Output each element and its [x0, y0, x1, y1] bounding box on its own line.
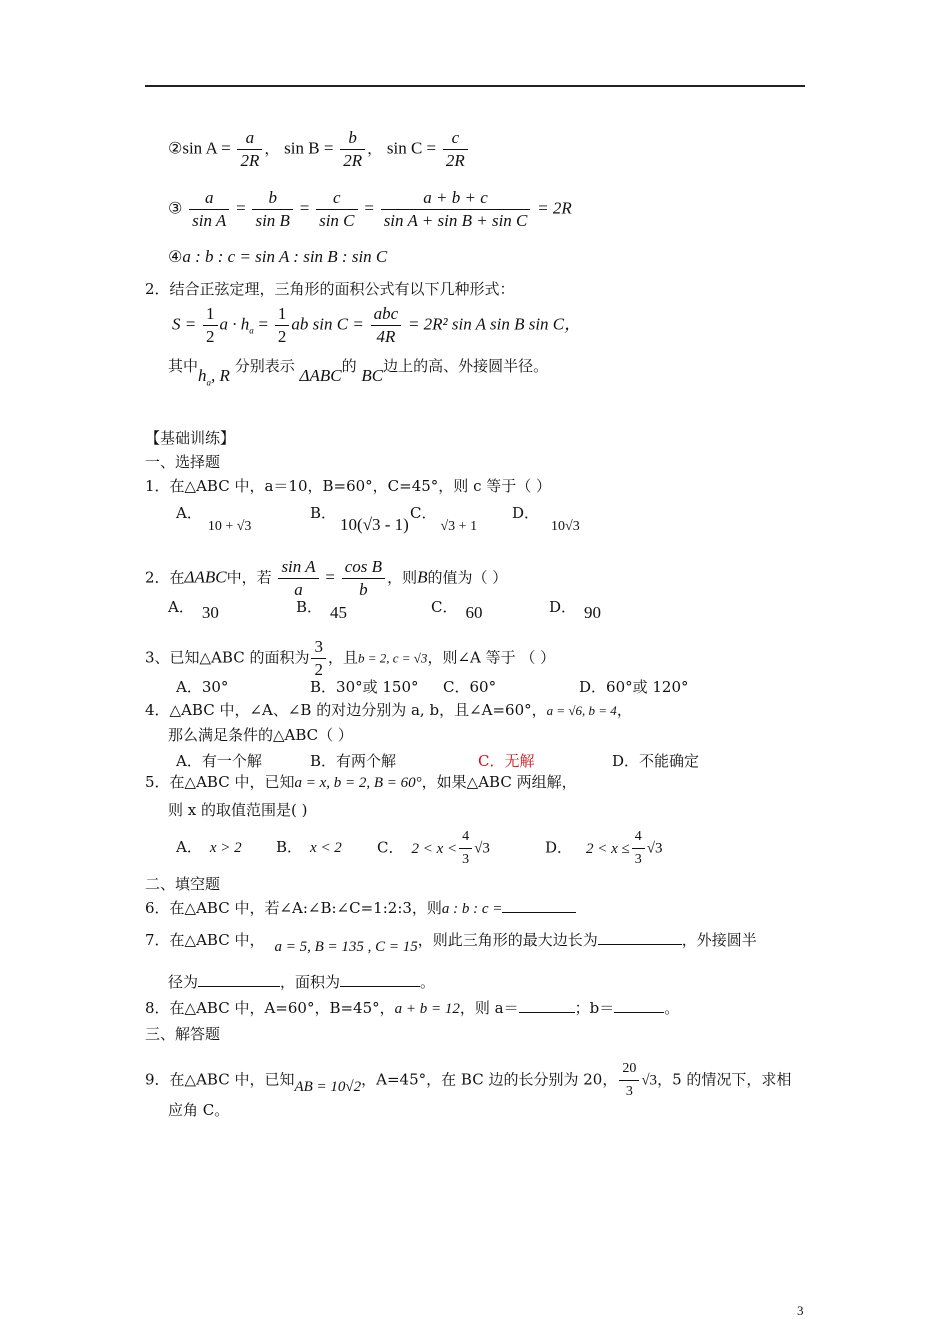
fraction-c-sinC: $\frac{c}{\text{sin C}}$ [316, 187, 357, 232]
q2-option-a: A． 30 [168, 598, 219, 622]
fraction-20-3: $\frac{20}{3}$ [619, 1058, 639, 1103]
q5-option-b: B． x < 2 [276, 838, 342, 856]
q3-option-a: A．30° [176, 678, 229, 696]
section-solve: 三、解答题 [145, 1025, 221, 1043]
q1-option-d: D．10√3 [512, 504, 580, 534]
q4-option-a: A．有一个解 [176, 752, 262, 770]
q8-a-blank[interactable] [519, 998, 575, 1013]
fraction-b-2R: $\frac{b}{2R}$ [340, 127, 365, 172]
q3-option-b: B．30°或 150° [310, 678, 419, 696]
section-choice: 一、选择题 [145, 453, 221, 471]
question-3: 3、已知△ABC 的面积为 $\frac{3}{2}$ ，且b = 2, c = √3，则∠A 等于 （ ） [145, 637, 556, 679]
fraction-sinA-a: $\frac{\text{sin A}}{a}$ [278, 556, 318, 601]
question-1: 1．在△ABC 中，a＝10，B=60°，C=45°，则 c 等于（ ） [145, 477, 552, 495]
section-basic-training: 【基础训练】 [145, 429, 236, 447]
q6-answer-blank[interactable] [502, 898, 576, 913]
where-line: 其中$h_a$, R 分别表示 ΔABC的 BC边上的高、外接圆半径。 [168, 357, 549, 388]
question-5: 5．在△ABC 中，已知a = x, b = 2, B = 60°，如果△ABC 两组解， [145, 773, 577, 791]
q4-option-c: C．无解 [478, 752, 535, 770]
question-9: 9．在△ABC 中，已知AB = 10√2，A=45°，在 BC 边的长分别为 20， $\frac{20}{3}$ √3，5 的情况下，求相 [145, 1058, 791, 1103]
item-2-text: 2．结合正弦定理，三角形的面积公式有以下几种形式： [145, 280, 515, 298]
fraction-abc-4R: $\frac{\text{abc}}{4R}$ [371, 303, 402, 348]
q5-option-c: C． 2 < x < $\frac{4}{3}$ √3 [377, 826, 490, 871]
q4-option-b: B．有两个解 [310, 752, 397, 770]
question-2: 2．在ΔABC中，若 $\frac{\text{sin A}}{a}$ = $\frac{\text{cos B}}{b}$ ，则B的值为（ ） [145, 557, 508, 599]
question-7: 7．在△ABC 中， a = 5, B = 135 , C = 15，则此三角形的最大边长为 ，外接圆半 [145, 931, 757, 955]
fraction-a-sinA: $\frac{a}{\text{sin A}}$ [189, 187, 229, 232]
fraction-sum: $\frac{a + b + c}{\text{sin A + sin B + sin C}}$ [381, 187, 531, 232]
question-5-line-2: 则 x 的取值范围是( ) [168, 801, 308, 819]
q5-option-a: A． x > 2 [176, 838, 242, 856]
fraction-c-2R: $\frac{c}{2R}$ [443, 127, 468, 172]
formula-3: ③ $\frac{a}{\text{sin A}}$ = $\frac{b}{\text{sin B}}$ = $\frac{c}{\text{sin C}}$ = $\frac{a + b + c}{\text{sin A + sin B + sin C}}$ = 2R [168, 188, 572, 230]
fraction-half-2: $\frac{1}{2}$ [275, 303, 290, 348]
fraction-a-2R: $\frac{a}{2R}$ [237, 127, 262, 172]
fraction-4-3-c: $\frac{4}{3}$ [459, 826, 472, 871]
q3-option-d: D．60°或 120° [579, 678, 689, 696]
q3-option-c: C．60° [443, 678, 497, 696]
header-rule [145, 85, 805, 87]
fraction-cosB-b: $\frac{\text{cos B}}{b}$ [342, 556, 385, 601]
q2-option-d: D． 90 [549, 598, 602, 622]
fraction-3-2: $\frac{3}{2}$ [311, 636, 326, 681]
question-7-line-2: 径为 ，面积为 。 [168, 973, 436, 991]
q5-option-d: D． 2 < x ≤ $\frac{4}{3}$ √3 [545, 826, 663, 871]
fraction-4-3-d: $\frac{4}{3}$ [632, 826, 645, 871]
question-8: 8．在△ABC 中，A=60°，B=45°，a + b = 12，则 a＝ ；b＝ 。 [145, 999, 680, 1017]
fraction-half-1: $\frac{1}{2}$ [203, 303, 218, 348]
area-formula: S = $\frac{1}{2}$ $a \cdot h_a$ = $\frac{1}{2}$ ab sin C = $\frac{\text{abc}}{4R}$ = 2R² sin A sin B sin C， [172, 304, 582, 346]
q1-option-a: A．10 + √3 [176, 504, 252, 534]
q1-option-c: C．√3 + 1 [410, 504, 478, 534]
q1-option-b: B．10(√3 - 1) [310, 504, 409, 534]
q2-option-c: C． 60 [431, 598, 483, 622]
q4-option-d: D．不能确定 [612, 752, 700, 770]
question-9-line-2: 应角 C。 [168, 1101, 230, 1119]
question-4-line-2: 那么满足条件的△ABC（ ） [168, 726, 353, 744]
page-number: 3 [797, 1303, 804, 1318]
q7-max-side-blank[interactable] [598, 930, 682, 945]
section-fill: 二、填空题 [145, 875, 221, 893]
q2-option-b: B． 45 [296, 598, 348, 622]
q8-b-blank[interactable] [614, 998, 664, 1013]
formula-2: ②sin A = $\frac{a}{2R}$ ， sin B = $\frac{b}{2R}$ ， sin C = $\frac{c}{2R}$ [168, 127, 470, 172]
q7-area-blank[interactable] [340, 972, 420, 987]
question-4: 4．△ABC 中，∠A、∠B 的对边分别为 a, b，且∠A=60°，a = √6, b = 4， [145, 701, 632, 719]
fraction-b-sinB: $\frac{b}{\text{sin B}}$ [252, 187, 292, 232]
formula-4: ④a : b : c = sin A : sin B : sin C [168, 247, 388, 266]
question-6: 6．在△ABC 中，若∠A:∠B:∠C=1:2:3，则a : b : c = [145, 898, 576, 919]
q7-radius-blank[interactable] [198, 972, 280, 987]
